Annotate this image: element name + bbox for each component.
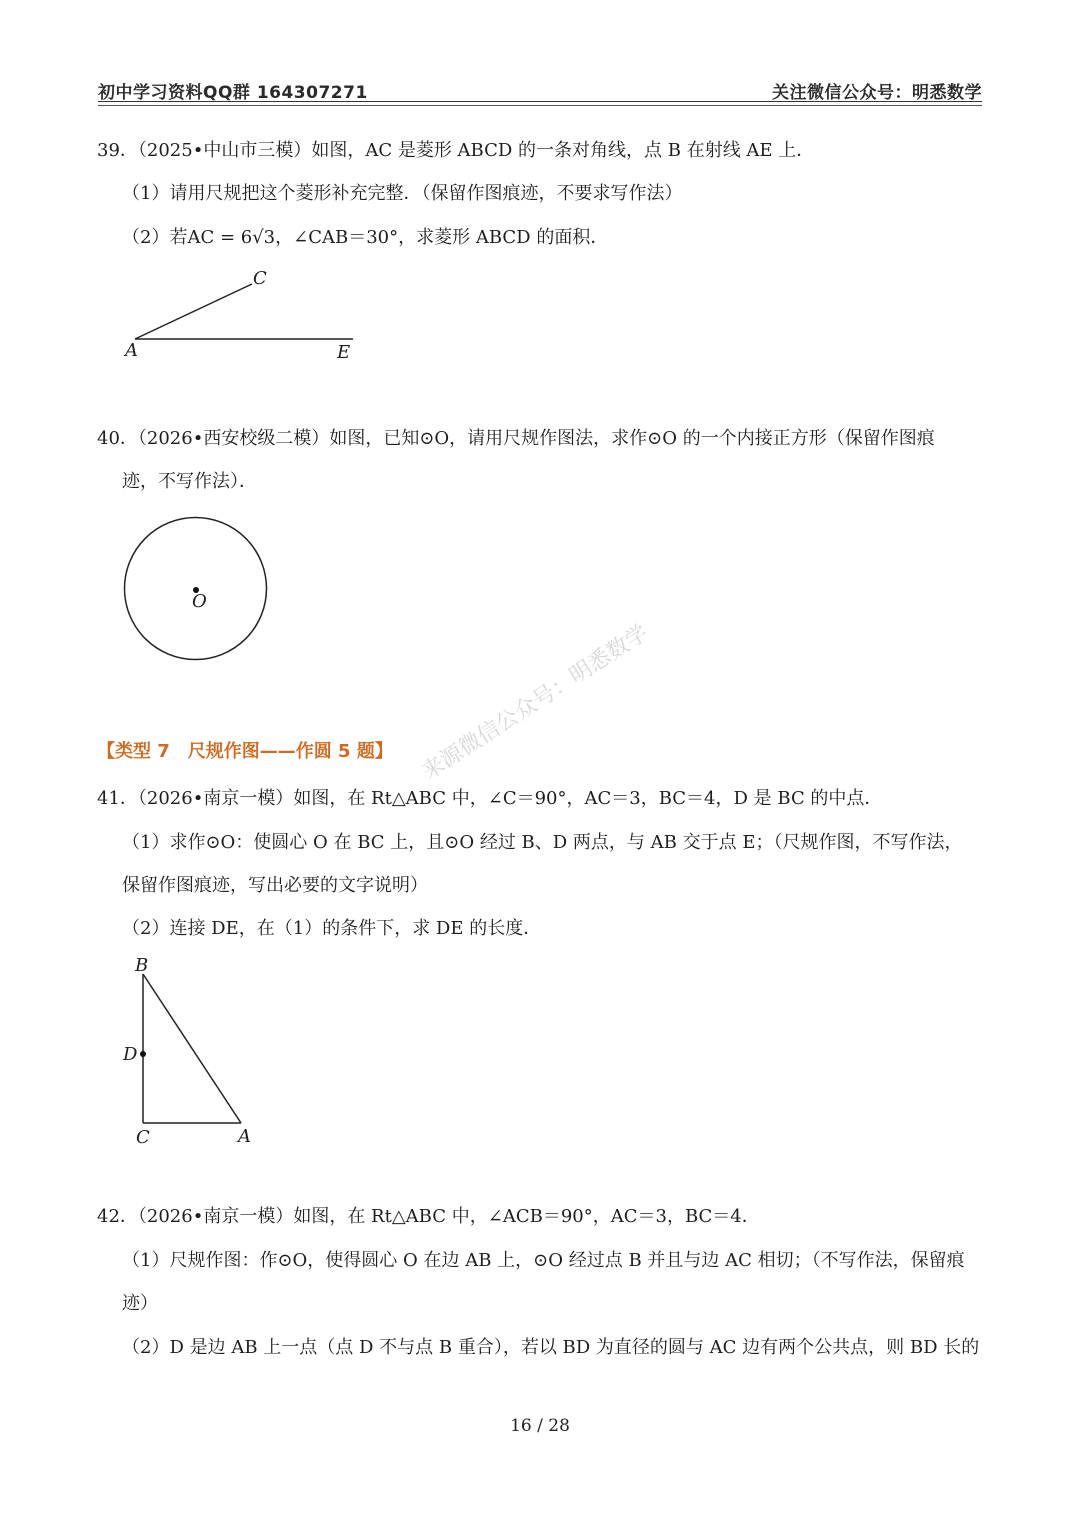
label-e: E bbox=[337, 342, 351, 363]
q41-part1-line2: 保留作图痕迹，写出必要的文字说明） bbox=[122, 875, 428, 896]
label-d: D bbox=[123, 1044, 138, 1065]
label-o: O bbox=[192, 591, 207, 612]
q42-stem: 42．（2026•南京一模）如图，在 Rt△ABC 中，∠ACB＝90°，AC＝3，BC＝4． bbox=[97, 1206, 760, 1227]
q39-figure bbox=[115, 262, 375, 372]
q39-part2: （2）若AC = 6√3，∠CAB＝30°，求菱形 ABCD 的面积． bbox=[122, 227, 609, 248]
q41-part2: （2）连接 DE，在（1）的条件下，求 DE 的长度． bbox=[122, 918, 542, 939]
q41-stem: 41．（2026•南京一模）如图，在 Rt△ABC 中，∠C＝90°，AC＝3，BC＝4，D 是 BC 的中点． bbox=[97, 788, 883, 809]
label-c: C bbox=[253, 268, 267, 289]
page-number: 16 / 28 bbox=[510, 1416, 570, 1436]
label-c: C bbox=[136, 1127, 150, 1148]
watermark-text: 来源微信公众号：明悉数学 bbox=[417, 620, 653, 786]
segment-ac bbox=[135, 284, 252, 339]
q42-part2: （2）D 是边 AB 上一点（点 D 不与点 B 重合），若以 BD 为直径的圆与 AC 边有两个公共点，则 BD 长的 bbox=[122, 1337, 980, 1358]
label-b: B bbox=[135, 955, 149, 976]
q42-part1-line2: 迹） bbox=[122, 1293, 158, 1314]
q41-part1-line1: （1）求作⊙O：使圆心 O 在 BC 上，且⊙O 经过 B、D 两点，与 AB 交于点 E；（尺规作图，不写作法， bbox=[122, 832, 963, 853]
q40-figure bbox=[115, 509, 285, 674]
header-rule-thin bbox=[98, 105, 982, 106]
section-type7-title: 【类型 7 尺规作图——作圆 5 题】 bbox=[97, 741, 393, 762]
q41-figure bbox=[115, 952, 265, 1152]
label-a: A bbox=[238, 1126, 251, 1147]
q39-stem: 39．（2025•中山市三模）如图，AC 是菱形 ABCD 的一条对角线，点 B 在射线 AE 上． bbox=[97, 140, 815, 161]
q40-stem-line1: 40．（2026•西安校级二模）如图，已知⊙O，请用尺规作图法，求作⊙O 的一个内接正方形（保留作图痕 bbox=[97, 428, 935, 449]
q42-part1-line1: （1）尺规作图：作⊙O，使得圆心 O 在边 AB 上，⊙O 经过点 B 并且与边 AC 相切；（不写作法，保留痕 bbox=[122, 1250, 965, 1271]
header-wechat-account: 关注微信公众号：明悉数学 bbox=[772, 83, 982, 103]
page-header bbox=[98, 76, 982, 104]
label-a: A bbox=[125, 340, 138, 361]
header-qq-group: 初中学习资料QQ群 164307271 bbox=[98, 83, 368, 103]
header-rule bbox=[98, 101, 982, 102]
segment-ab bbox=[143, 974, 241, 1123]
q39-part1: （1）请用尺规把这个菱形补充完整．（保留作图痕迹，不要求写作法） bbox=[122, 183, 683, 204]
point-d bbox=[140, 1051, 146, 1057]
q40-stem-line2: 迹，不写作法）． bbox=[122, 471, 257, 492]
